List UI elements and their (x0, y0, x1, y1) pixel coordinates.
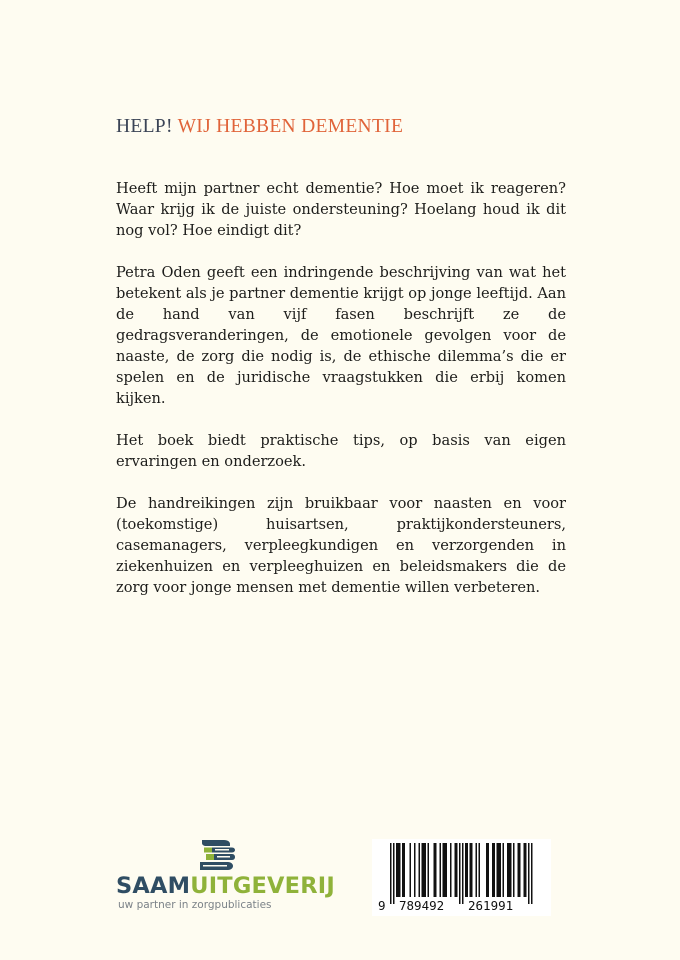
isbn-barcode (372, 839, 551, 916)
barcode-bar (531, 843, 533, 904)
publisher-logo (116, 838, 346, 914)
barcode-bar (492, 843, 494, 897)
barcode-bar (507, 843, 509, 897)
barcode-bar (494, 843, 496, 897)
barcode-bar (399, 843, 401, 897)
barcode-bar (518, 843, 520, 897)
back-cover-blurb (116, 178, 566, 619)
barcode-bar (419, 843, 421, 897)
barcode-bar (519, 843, 521, 897)
barcode-bar (471, 843, 473, 897)
barcode-bar (423, 843, 425, 897)
publisher-tagline: uw partner in zorgpublicaties (118, 899, 272, 911)
barcode-bar (428, 843, 430, 897)
barcode-bar (528, 843, 530, 904)
barcode-bar (509, 843, 511, 897)
barcode-bar (435, 843, 437, 897)
barcode-bar (462, 843, 464, 904)
barcode-bar (398, 843, 400, 897)
barcode-bar (525, 843, 527, 897)
barcode-bar (524, 843, 526, 897)
barcode-bar (498, 843, 500, 897)
barcode-bar (456, 843, 458, 897)
barcode-bar (467, 843, 469, 897)
barcode-bar (455, 843, 457, 897)
barcode-bar (402, 843, 404, 897)
ean13-barcode (390, 843, 533, 905)
barcode-bar (396, 843, 398, 897)
barcode-bar (479, 843, 481, 897)
publisher-name-uitgeverij: UITGEVERIJ (190, 873, 335, 899)
barcode-bar (422, 843, 424, 897)
barcode-digits (372, 898, 551, 914)
publisher-name (116, 875, 335, 898)
barcode-bar (434, 843, 436, 897)
blurb-paragraph-4: De handreikingen zijn bruikbaar voor naasten en voor (toekomstige) huisartsen, praktijkondersteuners, casemanagers, verpleegkundigen en verzorgenden in ziekenhuizen en verpleeghuizen en beleidsmakers die de zorg voor jonge mensen met dementie willen verbeteren. (116, 495, 566, 596)
barcode-digits-left: 789492 (399, 898, 445, 913)
barcode-digits-right: 261991 (468, 898, 514, 913)
barcode-bar (513, 843, 515, 897)
barcode-bar (414, 843, 416, 897)
barcode-bar (446, 843, 448, 897)
barcode-bar (510, 843, 512, 897)
barcode-bar (443, 843, 445, 897)
barcode-bar (503, 843, 505, 897)
barcode-bar (465, 843, 467, 897)
barcode-digit-prefix: 9 (378, 898, 386, 913)
barcode-bar (393, 843, 395, 904)
barcode-bar (476, 843, 478, 897)
barcode-bar (404, 843, 406, 897)
book-stack-logo-icon (198, 838, 238, 872)
publisher-name-saam: SAAM (116, 873, 191, 899)
barcode-bar (450, 843, 452, 897)
barcode-bar (470, 843, 472, 897)
barcode-bar (459, 843, 461, 904)
barcode-bar (488, 843, 490, 897)
barcode-bar (390, 843, 392, 904)
book-title (116, 116, 403, 138)
blurb-paragraph-3: Het boek biedt praktische tips, op basis van eigen ervaringen en onderzoek. (116, 432, 566, 470)
barcode-bar (425, 843, 427, 897)
barcode-bar (444, 843, 446, 897)
barcode-bar (440, 843, 442, 897)
barcode-bar (410, 843, 412, 897)
barcode-bar (500, 843, 502, 897)
book-title-main: WIJ HEBBEN DEMENTIE (177, 116, 404, 137)
barcode-bar (497, 843, 499, 897)
blurb-paragraph-1: Heeft mijn partner echt dementie? Hoe moet ik reageren? Waar krijg ik de juiste ondersteuning? Hoelang houd ik dit nog vol? Hoe eindigt dit? (116, 180, 566, 239)
barcode-bar (486, 843, 488, 897)
blurb-paragraph-2: Petra Oden geeft een indringende beschrijving van wat het betekent als je partner dementie krijgt op jonge leeftijd. Aan de hand van vijf fasen beschrijft ze de gedragsveranderingen, de emotionele gevolgen voor de naaste, de zorg die nodig is, de ethische dilemma’s die er spelen en de juridische vraagstukken die erbij komen kijken. (116, 264, 566, 407)
book-title-help: HELP! (116, 116, 173, 137)
